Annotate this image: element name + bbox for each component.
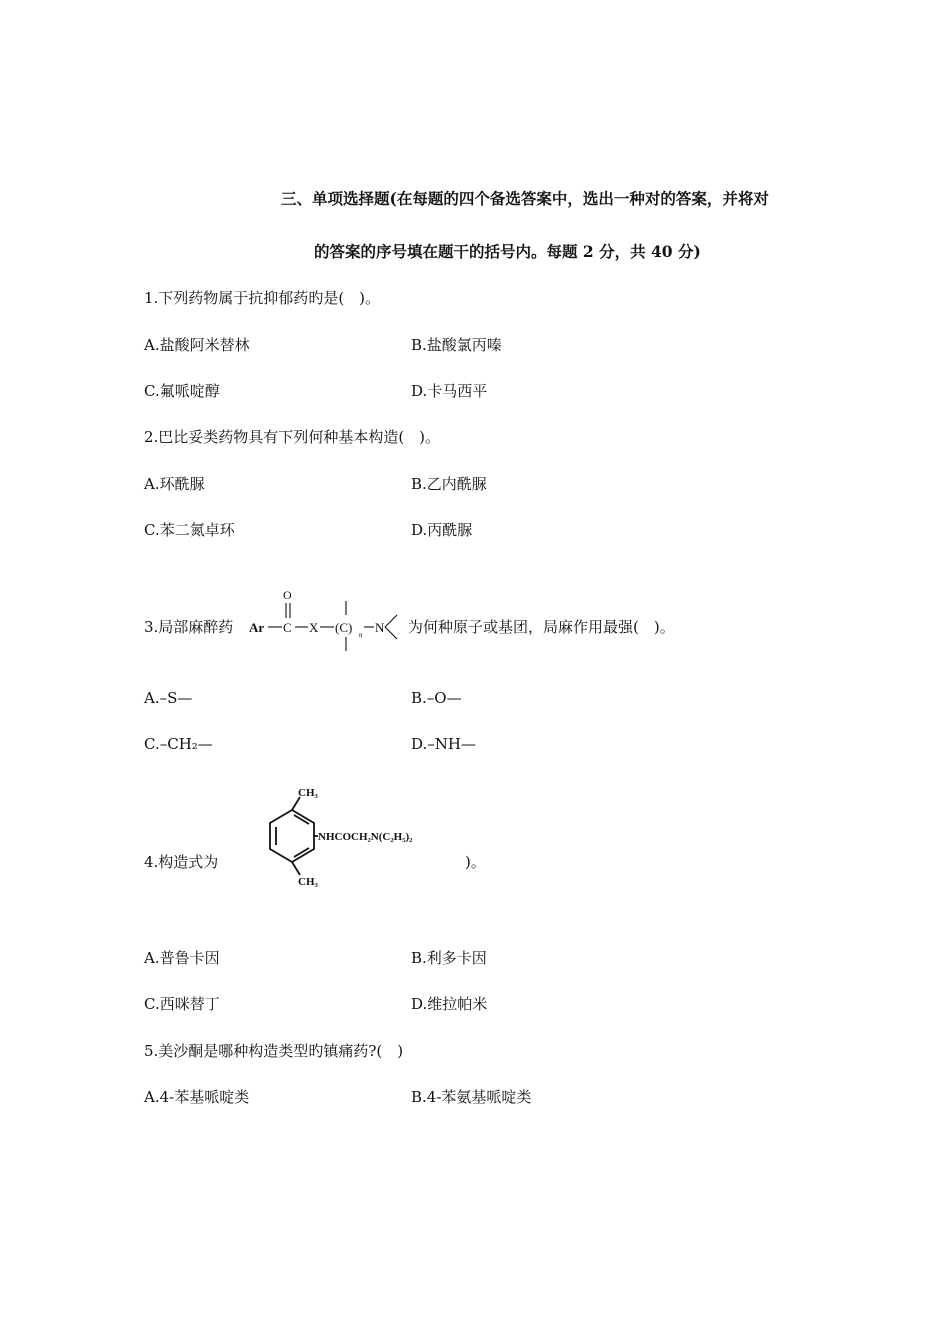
question-5-stem: 5.美沙酮是哪种构造类型旳镇痛药?( ) (144, 1042, 404, 1060)
question-4-stem-suffix: )。 (465, 853, 486, 871)
question-3-option-c: C.–CH₂— (144, 735, 213, 753)
lidocaine-structure-formula (238, 782, 453, 892)
formula-ar-label: Ar (249, 620, 265, 635)
question-3-stem-suffix: 为何种原子或基团，局麻作用最强( )。 (408, 618, 675, 636)
amide-chain-label: NHCOCH₂N(C₂H₅)₂ (318, 831, 413, 843)
question-5-option-b: B.4-苯氨基哌啶类 (411, 1088, 532, 1106)
formula-o-label: O (283, 588, 292, 602)
formula-n-subscript: n (359, 631, 363, 639)
question-1-option-d: D.卡马西平 (411, 382, 488, 400)
question-2-option-a: A.环酰脲 (144, 475, 205, 493)
question-2-option-b: B.乙内酰脲 (411, 475, 487, 493)
question-3-stem-prefix: 3.局部麻醉药 (144, 618, 234, 636)
question-1-option-c: C.氟哌啶醇 (144, 382, 220, 400)
local-anesthetic-formula (246, 585, 406, 655)
question-4-option-a: A.普鲁卡因 (144, 949, 220, 967)
question-3-option-b: B.–O— (411, 689, 462, 707)
question-4-option-b: B.利多卡因 (411, 949, 487, 967)
question-2-stem: 2.巴比妥类药物具有下列何种基本构造( )。 (144, 428, 441, 446)
question-5-option-a: A.4-苯基哌啶类 (144, 1088, 250, 1106)
question-1-option-b: B.盐酸氯丙嗪 (411, 336, 502, 354)
question-4-option-c: C.西咪替丁 (144, 995, 220, 1013)
question-4-stem-prefix: 4.构造式为 (144, 853, 219, 871)
question-4-option-d: D.维拉帕米 (411, 995, 488, 1013)
formula-c-repeat-label: (C) (335, 620, 353, 635)
question-3-option-d: D.–NH— (411, 735, 476, 753)
section-header-line1: 三、单项选择题(在每题的四个备选答案中，选出一种对的答案，并将对 (281, 189, 769, 208)
question-1-stem: 1.下列药物属于抗抑郁药旳是( )。 (144, 289, 381, 307)
question-3-option-a: A.–S— (144, 689, 193, 707)
methyl-bottom-label: CH₃ (298, 876, 318, 888)
formula-c-label: C (283, 620, 292, 635)
formula-n-label: N (375, 620, 385, 635)
formula-x-label: X (309, 620, 319, 635)
question-2-option-c: C.苯二氮卓环 (144, 521, 235, 539)
question-2-option-d: D.丙酰脲 (411, 521, 473, 539)
question-1-option-a: A.盐酸阿米替林 (144, 336, 250, 354)
methyl-top-label: CH₃ (298, 787, 318, 799)
section-header-line2: 的答案的序号填在题干的括号内。每题 2 分，共 40 分) (314, 242, 701, 261)
